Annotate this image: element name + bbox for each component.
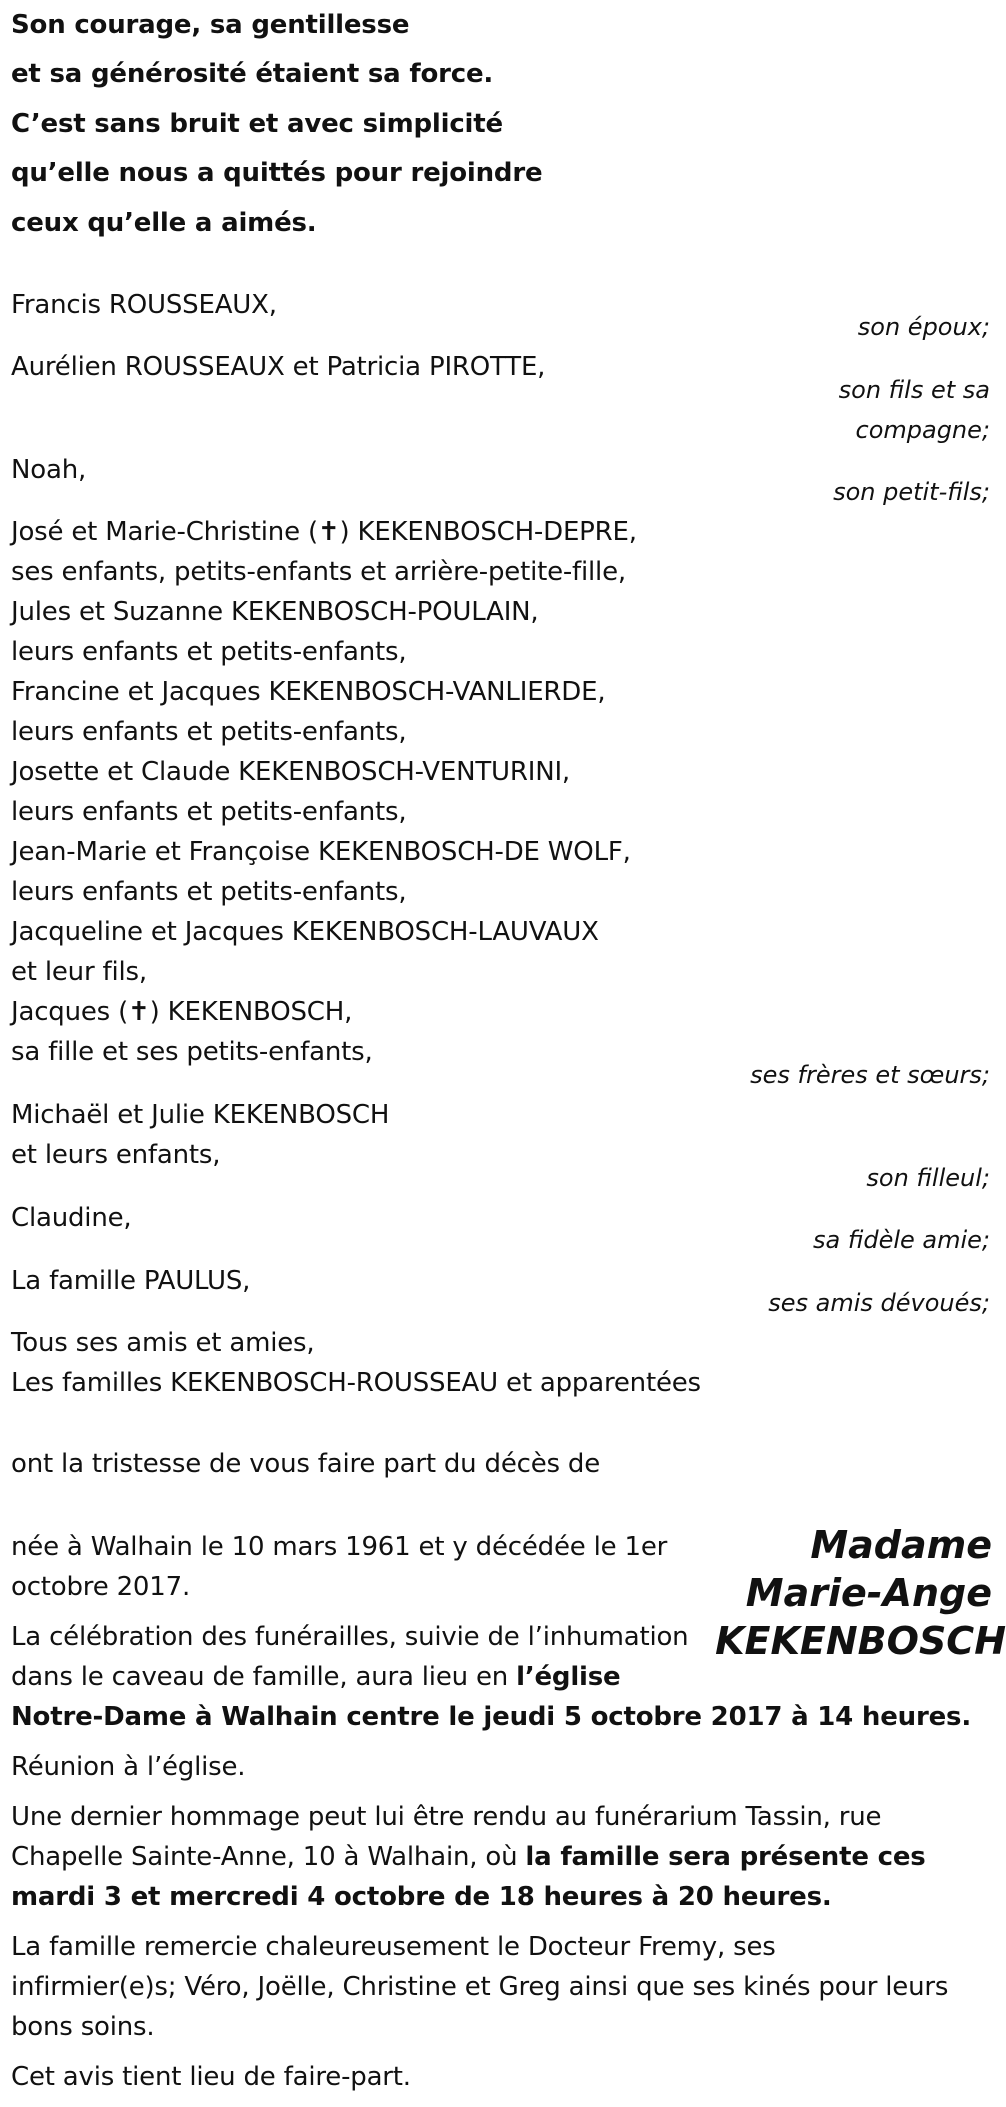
family-related: Les familles KEKENBOSCH-ROUSSEAU et apparentées bbox=[11, 1368, 701, 1398]
detail-tribute: Une dernier hommage peut lui être rendu au funérarium Tassin, rue bbox=[11, 1802, 882, 1832]
family-spouse: Francis ROUSSEAUX, bbox=[11, 290, 277, 320]
role-siblings: ses frères et sœurs; bbox=[750, 1061, 990, 1089]
family-sibling-line: leurs enfants et petits-enfants, bbox=[11, 637, 407, 667]
family-son: Aurélien ROUSSEAUX et Patricia PIROTTE, bbox=[11, 352, 546, 382]
family-sibling-line: José et Marie-Christine (✝) KEKENBOSCH-DEPRE, bbox=[11, 517, 637, 547]
detail-thanks-cont: infirmier(e)s; Véro, Joëlle, Christine et Greg ainsi que ses kinés pour leurs bbox=[11, 1972, 949, 2002]
detail-birth: née à Walhain le 10 mars 1961 et y décédée le 1er bbox=[11, 1532, 668, 1562]
detail-tribute-text: Chapelle Sainte-Anne, 10 à Walhain, où bbox=[11, 1842, 526, 1872]
family-godson: Michaël et Julie KEKENBOSCH bbox=[11, 1100, 390, 1130]
intro-line: et sa générosité étaient sa force. bbox=[11, 59, 494, 89]
detail-closing: Cet avis tient lieu de faire-part. bbox=[11, 2062, 411, 2092]
family-sibling-line: Josette et Claude KEKENBOSCH-VENTURINI, bbox=[11, 757, 570, 787]
detail-church: l’église bbox=[516, 1662, 621, 1692]
family-godson-cont: et leurs enfants, bbox=[11, 1140, 221, 1170]
family-sibling-line: ses enfants, petits-enfants et arrière-petite-fille, bbox=[11, 557, 626, 587]
detail-funeral-date: Notre-Dame à Walhain centre le jeudi 5 octobre 2017 à 14 heures. bbox=[11, 1702, 971, 1732]
family-sibling-line: et leur fils, bbox=[11, 957, 147, 987]
detail-meeting: Réunion à l’église. bbox=[11, 1752, 246, 1782]
detail-funeral-cont bbox=[11, 1660, 620, 1694]
deceased-title: Madame bbox=[810, 1523, 992, 1567]
announcement: ont la tristesse de vous faire part du décès de bbox=[11, 1449, 601, 1479]
family-sibling-line: Francine et Jacques KEKENBOSCH-VANLIERDE, bbox=[11, 677, 606, 707]
family-sibling-line: Jean-Marie et Françoise KEKENBOSCH-DE WOLF, bbox=[11, 837, 631, 867]
family-sibling-line: Jules et Suzanne KEKENBOSCH-POULAIN, bbox=[11, 597, 539, 627]
intro-line: C’est sans bruit et avec simplicité bbox=[11, 109, 503, 139]
detail-funeral: La célébration des funérailles, suivie de l’inhumation bbox=[11, 1622, 689, 1652]
role-friend: sa fidèle amie; bbox=[812, 1226, 990, 1254]
role-paulus: ses amis dévoués; bbox=[768, 1289, 990, 1317]
detail-thanks: La famille remercie chaleureusement le Docteur Fremy, ses bbox=[11, 1932, 776, 1962]
detail-funeral-text: dans le caveau de famille, aura lieu en bbox=[11, 1662, 517, 1692]
family-friend: Claudine, bbox=[11, 1203, 132, 1233]
family-sibling-line: leurs enfants et petits-enfants, bbox=[11, 797, 407, 827]
family-friends: Tous ses amis et amies, bbox=[11, 1328, 315, 1358]
deceased-first-name: Marie-Ange bbox=[745, 1571, 992, 1615]
intro-line: ceux qu’elle a aimés. bbox=[11, 208, 317, 238]
role-son-cont: compagne; bbox=[855, 416, 990, 444]
intro-line: qu’elle nous a quittés pour rejoindre bbox=[11, 158, 543, 188]
role-grandson: son petit-fils; bbox=[833, 478, 990, 506]
detail-thanks-end: bons soins. bbox=[11, 2012, 155, 2042]
detail-tribute-cont bbox=[11, 1840, 926, 1874]
family-sibling-line: Jacqueline et Jacques KEKENBOSCH-LAUVAUX bbox=[11, 917, 599, 947]
deceased-last-name: KEKENBOSCH bbox=[715, 1619, 1006, 1663]
detail-visit-dates: mardi 3 et mercredi 4 octobre de 18 heures à 20 heures. bbox=[11, 1882, 832, 1912]
intro-line: Son courage, sa gentillesse bbox=[11, 10, 410, 40]
detail-birth-cont: octobre 2017. bbox=[11, 1572, 191, 1602]
family-sibling-line: sa fille et ses petits-enfants, bbox=[11, 1037, 373, 1067]
role-son: son fils et sa bbox=[838, 376, 990, 404]
role-godson: son filleul; bbox=[866, 1164, 990, 1192]
family-sibling-line: Jacques (✝) KEKENBOSCH, bbox=[11, 997, 353, 1027]
role-spouse: son époux; bbox=[857, 313, 990, 341]
family-sibling-line: leurs enfants et petits-enfants, bbox=[11, 717, 407, 747]
detail-family-presence: la famille sera présente ces bbox=[525, 1842, 926, 1872]
family-paulus: La famille PAULUS, bbox=[11, 1266, 251, 1296]
family-grandson: Noah, bbox=[11, 455, 87, 485]
family-sibling-line: leurs enfants et petits-enfants, bbox=[11, 877, 407, 907]
